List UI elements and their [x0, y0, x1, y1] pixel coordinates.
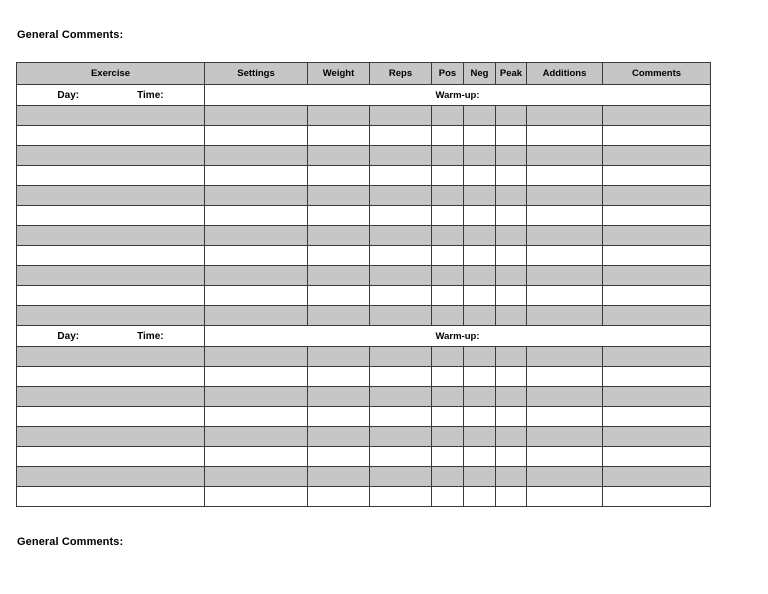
- table-header-row: [17, 63, 711, 85]
- cell-settings[interactable]: [205, 186, 308, 206]
- cell-comments[interactable]: [603, 387, 711, 407]
- cell-comments[interactable]: [603, 306, 711, 326]
- cell-comments[interactable]: [603, 146, 711, 166]
- cell-exercise[interactable]: [17, 286, 205, 306]
- cell-weight[interactable]: [308, 226, 370, 246]
- cell-reps[interactable]: [370, 106, 432, 126]
- cell-additions[interactable]: [527, 106, 603, 126]
- cell-additions[interactable]: [527, 427, 603, 447]
- cell-exercise[interactable]: [17, 126, 205, 146]
- table-row: [17, 347, 711, 367]
- cell-settings[interactable]: [205, 427, 308, 447]
- cell-peak[interactable]: [496, 407, 527, 427]
- cell-exercise[interactable]: [17, 467, 205, 487]
- cell-weight[interactable]: [308, 347, 370, 367]
- cell-exercise[interactable]: [17, 186, 205, 206]
- cell-peak[interactable]: [496, 146, 527, 166]
- cell-exercise[interactable]: [17, 407, 205, 427]
- cell-peak[interactable]: [496, 467, 527, 487]
- cell-reps[interactable]: [370, 407, 432, 427]
- cell-additions[interactable]: [527, 266, 603, 286]
- cell-exercise[interactable]: [17, 306, 205, 326]
- cell-peak[interactable]: [496, 266, 527, 286]
- cell-neg[interactable]: [464, 186, 496, 206]
- cell-settings[interactable]: [205, 367, 308, 387]
- cell-pos[interactable]: [432, 266, 464, 286]
- day-label: Day:: [57, 89, 80, 101]
- cell-settings[interactable]: [205, 306, 308, 326]
- cell-weight[interactable]: [308, 467, 370, 487]
- cell-comments[interactable]: [603, 407, 711, 427]
- cell-exercise[interactable]: [17, 347, 205, 367]
- cell-pos[interactable]: [432, 206, 464, 226]
- cell-pos[interactable]: [432, 246, 464, 266]
- cell-comments[interactable]: [603, 166, 711, 186]
- table-row: [17, 487, 711, 507]
- cell-peak[interactable]: [496, 367, 527, 387]
- cell-reps[interactable]: [370, 387, 432, 407]
- cell-additions[interactable]: [527, 347, 603, 367]
- cell-comments[interactable]: [603, 106, 711, 126]
- cell-neg[interactable]: [464, 306, 496, 326]
- cell-reps[interactable]: [370, 266, 432, 286]
- day-label: Day:: [57, 330, 80, 342]
- cell-additions[interactable]: [527, 166, 603, 186]
- table-row: [17, 286, 711, 306]
- cell-peak[interactable]: [496, 306, 527, 326]
- cell-additions[interactable]: [527, 226, 603, 246]
- cell-peak[interactable]: [496, 206, 527, 226]
- table-header: [17, 63, 711, 85]
- cell-neg[interactable]: [464, 146, 496, 166]
- cell-weight[interactable]: [308, 487, 370, 507]
- table-row: [17, 447, 711, 467]
- cell-peak[interactable]: [496, 126, 527, 146]
- table-row: [17, 367, 711, 387]
- cell-pos[interactable]: [432, 367, 464, 387]
- cell-settings[interactable]: [205, 146, 308, 166]
- table-body: [17, 85, 711, 507]
- cell-additions[interactable]: [527, 306, 603, 326]
- cell-weight[interactable]: [308, 407, 370, 427]
- table-row: [17, 126, 711, 146]
- cell-neg[interactable]: [464, 447, 496, 467]
- cell-neg[interactable]: [464, 126, 496, 146]
- cell-exercise[interactable]: [17, 387, 205, 407]
- cell-settings[interactable]: [205, 286, 308, 306]
- cell-pos[interactable]: [432, 427, 464, 447]
- table-row: [17, 226, 711, 246]
- column-header-neg: Neg: [464, 63, 496, 85]
- cell-settings[interactable]: [205, 206, 308, 226]
- cell-weight[interactable]: [308, 286, 370, 306]
- session-header-row: [17, 326, 711, 347]
- column-header-pos: Pos: [432, 63, 464, 85]
- cell-reps[interactable]: [370, 367, 432, 387]
- cell-weight[interactable]: [308, 166, 370, 186]
- cell-weight[interactable]: [308, 427, 370, 447]
- cell-weight[interactable]: [308, 146, 370, 166]
- cell-reps[interactable]: [370, 487, 432, 507]
- column-header-weight: Weight: [308, 63, 370, 85]
- cell-settings[interactable]: [205, 347, 308, 367]
- time-label: Time:: [137, 330, 164, 342]
- warmup-cell[interactable]: Warm-up:: [205, 85, 711, 106]
- cell-neg[interactable]: [464, 226, 496, 246]
- cell-reps[interactable]: [370, 226, 432, 246]
- cell-comments[interactable]: [603, 266, 711, 286]
- cell-additions[interactable]: [527, 286, 603, 306]
- cell-peak[interactable]: [496, 106, 527, 126]
- cell-additions[interactable]: [527, 487, 603, 507]
- cell-comments[interactable]: [603, 367, 711, 387]
- column-header-peak: Peak: [496, 63, 527, 85]
- cell-peak[interactable]: [496, 347, 527, 367]
- cell-pos[interactable]: [432, 166, 464, 186]
- cell-neg[interactable]: [464, 206, 496, 226]
- cell-exercise[interactable]: [17, 246, 205, 266]
- general-comments-top-label: General Comments:: [17, 29, 124, 41]
- cell-pos[interactable]: [432, 106, 464, 126]
- table-row: [17, 186, 711, 206]
- cell-reps[interactable]: [370, 166, 432, 186]
- cell-neg[interactable]: [464, 367, 496, 387]
- table-row: [17, 306, 711, 326]
- cell-neg[interactable]: [464, 286, 496, 306]
- cell-peak[interactable]: [496, 286, 527, 306]
- session-day-time-cell[interactable]: [17, 326, 205, 347]
- table-row: [17, 206, 711, 226]
- cell-weight[interactable]: [308, 126, 370, 146]
- cell-weight[interactable]: [308, 206, 370, 226]
- cell-comments[interactable]: [603, 226, 711, 246]
- cell-exercise[interactable]: [17, 447, 205, 467]
- cell-neg[interactable]: [464, 166, 496, 186]
- cell-neg[interactable]: [464, 106, 496, 126]
- cell-neg[interactable]: [464, 467, 496, 487]
- cell-neg[interactable]: [464, 407, 496, 427]
- cell-additions[interactable]: [527, 246, 603, 266]
- cell-additions[interactable]: [527, 407, 603, 427]
- cell-exercise[interactable]: [17, 367, 205, 387]
- cell-settings[interactable]: [205, 106, 308, 126]
- cell-reps[interactable]: [370, 447, 432, 467]
- cell-pos[interactable]: [432, 487, 464, 507]
- cell-additions[interactable]: [527, 126, 603, 146]
- cell-comments[interactable]: [603, 126, 711, 146]
- cell-neg[interactable]: [464, 266, 496, 286]
- cell-additions[interactable]: [527, 186, 603, 206]
- cell-pos[interactable]: [432, 306, 464, 326]
- cell-comments[interactable]: [603, 246, 711, 266]
- cell-exercise[interactable]: [17, 226, 205, 246]
- cell-exercise[interactable]: [17, 166, 205, 186]
- column-header-comments: Comments: [603, 63, 711, 85]
- cell-settings[interactable]: [205, 126, 308, 146]
- cell-comments[interactable]: [603, 186, 711, 206]
- cell-additions[interactable]: [527, 367, 603, 387]
- table-row: [17, 427, 711, 447]
- table-row: [17, 387, 711, 407]
- cell-neg[interactable]: [464, 246, 496, 266]
- cell-comments[interactable]: [603, 447, 711, 467]
- table-row: [17, 266, 711, 286]
- cell-settings[interactable]: [205, 387, 308, 407]
- session-header-row: [17, 85, 711, 106]
- cell-reps[interactable]: [370, 186, 432, 206]
- cell-peak[interactable]: [496, 246, 527, 266]
- table-row: [17, 106, 711, 126]
- cell-comments[interactable]: [603, 427, 711, 447]
- cell-reps[interactable]: [370, 286, 432, 306]
- cell-exercise[interactable]: [17, 146, 205, 166]
- cell-reps[interactable]: [370, 467, 432, 487]
- cell-weight[interactable]: [308, 387, 370, 407]
- cell-settings[interactable]: [205, 266, 308, 286]
- cell-peak[interactable]: [496, 487, 527, 507]
- workout-log-table: [16, 62, 711, 507]
- general-comments-bottom-label: General Comments:: [17, 536, 124, 548]
- column-header-settings: Settings: [205, 63, 308, 85]
- cell-reps[interactable]: [370, 306, 432, 326]
- cell-settings[interactable]: [205, 407, 308, 427]
- cell-peak[interactable]: [496, 186, 527, 206]
- cell-reps[interactable]: [370, 126, 432, 146]
- cell-reps[interactable]: [370, 246, 432, 266]
- column-header-additions: Additions: [527, 63, 603, 85]
- cell-comments[interactable]: [603, 206, 711, 226]
- cell-weight[interactable]: [308, 186, 370, 206]
- cell-comments[interactable]: [603, 467, 711, 487]
- cell-pos[interactable]: [432, 387, 464, 407]
- cell-weight[interactable]: [308, 306, 370, 326]
- cell-pos[interactable]: [432, 447, 464, 467]
- table-row: [17, 166, 711, 186]
- cell-additions[interactable]: [527, 206, 603, 226]
- cell-settings[interactable]: [205, 447, 308, 467]
- cell-exercise[interactable]: [17, 427, 205, 447]
- column-header-reps: Reps: [370, 63, 432, 85]
- cell-pos[interactable]: [432, 126, 464, 146]
- cell-pos[interactable]: [432, 347, 464, 367]
- table-row: [17, 467, 711, 487]
- cell-neg[interactable]: [464, 427, 496, 447]
- cell-reps[interactable]: [370, 206, 432, 226]
- column-header-exercise: Exercise: [17, 63, 205, 85]
- cell-settings[interactable]: [205, 166, 308, 186]
- cell-weight[interactable]: [308, 447, 370, 467]
- table-row: [17, 246, 711, 266]
- cell-weight[interactable]: [308, 246, 370, 266]
- time-label: Time:: [137, 89, 164, 101]
- cell-peak[interactable]: [496, 166, 527, 186]
- cell-comments[interactable]: [603, 347, 711, 367]
- cell-neg[interactable]: [464, 387, 496, 407]
- cell-settings[interactable]: [205, 226, 308, 246]
- cell-settings[interactable]: [205, 246, 308, 266]
- cell-pos[interactable]: [432, 467, 464, 487]
- cell-peak[interactable]: [496, 427, 527, 447]
- cell-peak[interactable]: [496, 387, 527, 407]
- cell-peak[interactable]: [496, 447, 527, 467]
- table-row: [17, 407, 711, 427]
- cell-pos[interactable]: [432, 146, 464, 166]
- session-day-time-cell[interactable]: [17, 85, 205, 106]
- cell-pos[interactable]: [432, 226, 464, 246]
- cell-comments[interactable]: [603, 487, 711, 507]
- cell-weight[interactable]: [308, 266, 370, 286]
- cell-neg[interactable]: [464, 347, 496, 367]
- warmup-cell[interactable]: Warm-up:: [205, 326, 711, 347]
- cell-pos[interactable]: [432, 286, 464, 306]
- cell-additions[interactable]: [527, 146, 603, 166]
- cell-settings[interactable]: [205, 487, 308, 507]
- cell-additions[interactable]: [527, 387, 603, 407]
- cell-exercise[interactable]: [17, 106, 205, 126]
- cell-weight[interactable]: [308, 367, 370, 387]
- cell-reps[interactable]: [370, 347, 432, 367]
- cell-peak[interactable]: [496, 226, 527, 246]
- cell-exercise[interactable]: [17, 206, 205, 226]
- cell-pos[interactable]: [432, 407, 464, 427]
- cell-neg[interactable]: [464, 487, 496, 507]
- cell-weight[interactable]: [308, 106, 370, 126]
- cell-comments[interactable]: [603, 286, 711, 306]
- cell-exercise[interactable]: [17, 266, 205, 286]
- cell-reps[interactable]: [370, 146, 432, 166]
- cell-additions[interactable]: [527, 447, 603, 467]
- cell-additions[interactable]: [527, 467, 603, 487]
- table-row: [17, 146, 711, 166]
- cell-reps[interactable]: [370, 427, 432, 447]
- cell-settings[interactable]: [205, 467, 308, 487]
- cell-exercise[interactable]: [17, 487, 205, 507]
- cell-pos[interactable]: [432, 186, 464, 206]
